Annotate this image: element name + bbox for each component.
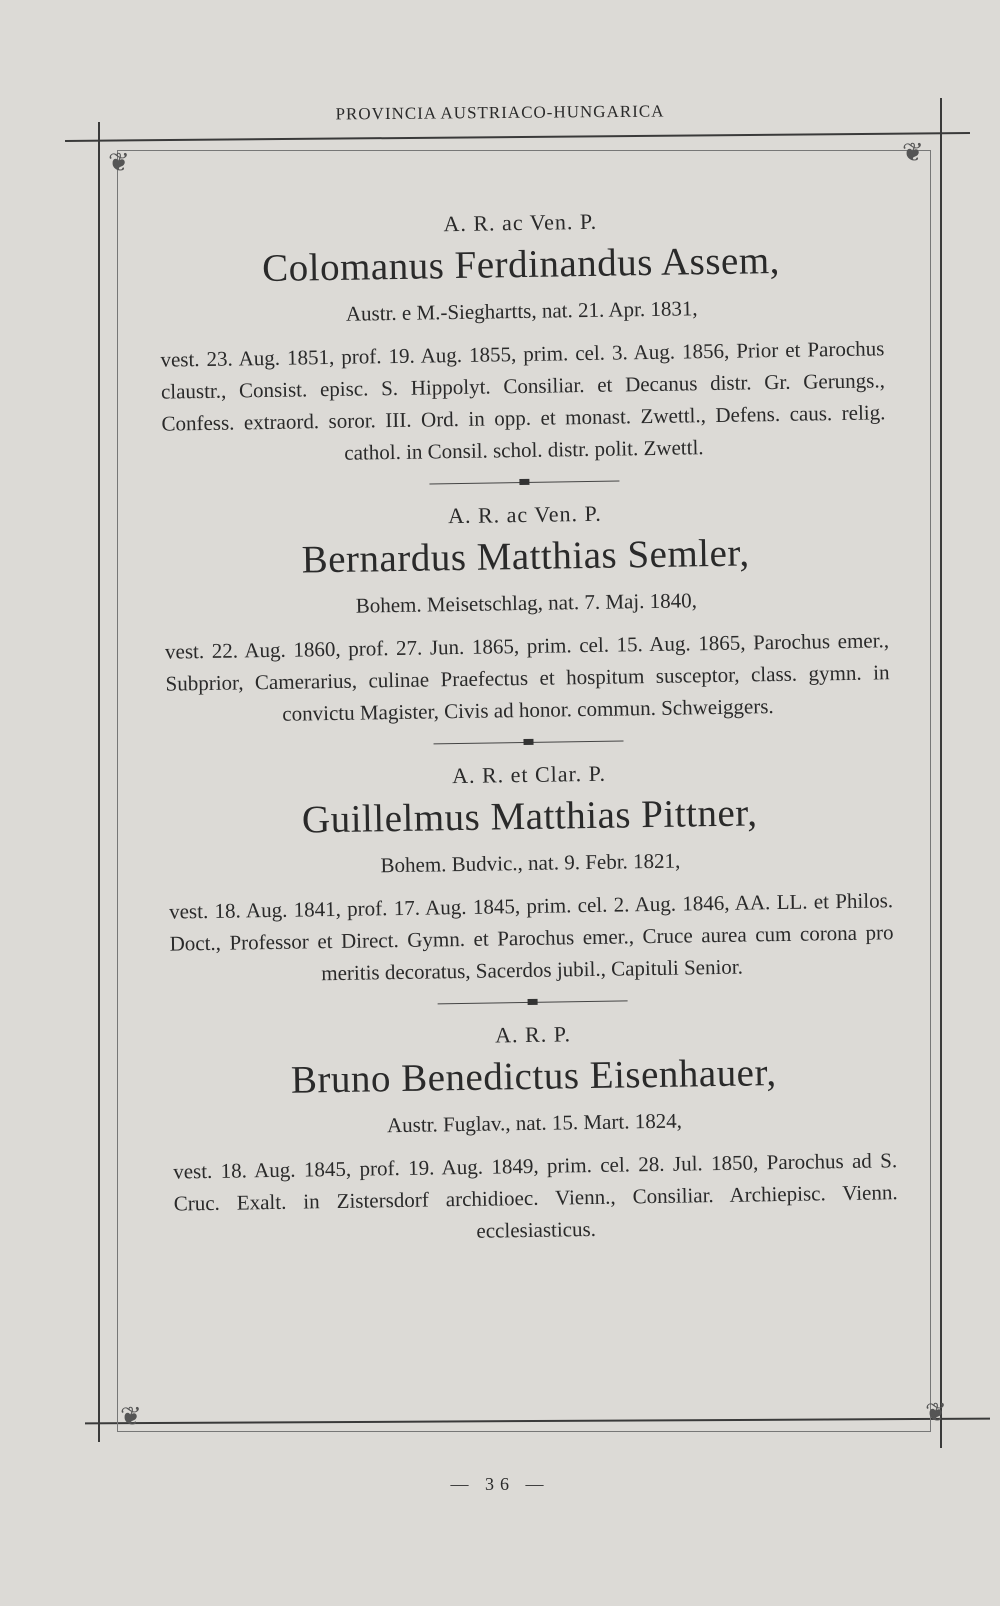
separator	[437, 992, 627, 1013]
entry-details: vest. 18. Aug. 1841, prof. 17. Aug. 1845, prim. cel. 2. Aug. 1846, AA. LL. et Philos. Doct., Professor et Direct. Gymn. et Parochus emer., Cruce aurea cum corona pro meritis decoratus, Sacerdos jubil., Capituli Senior.	[168, 888, 894, 986]
entry-name: Guillelmus Matthias Pittner,	[301, 791, 758, 842]
entry-semler	[155, 496, 898, 732]
separator	[433, 732, 623, 753]
entry-title: A. R. P.	[494, 1021, 572, 1048]
entry-name: Bernardus Matthias Semler,	[301, 531, 750, 582]
corner-ornament-icon: ❦	[108, 148, 130, 177]
entry-name: Bruno Benedictus Eisenhauer,	[290, 1051, 777, 1102]
running-head: PROVINCIA AUSTRIACO-HUNGARICA	[335, 101, 665, 124]
entry-origin: Austr. e M.-Sieghartts, nat. 21. Apr. 1831,	[345, 296, 698, 326]
page-number: — 36 —	[450, 1474, 550, 1494]
entry-origin: Austr. Fuglav., nat. 15. Mart. 1824,	[386, 1108, 683, 1138]
entries-list	[150, 194, 906, 1251]
corner-ornament-icon: ❦	[902, 138, 924, 167]
entry-details: vest. 18. Aug. 1845, prof. 19. Aug. 1849, prim. cel. 28. Jul. 1850, Parochus ad S. Cruc. Exalt. in Zistersdorf archidioec. Vienn., Consiliar. Archiepisc. Vienn. ecclesiasticus.	[173, 1148, 898, 1243]
corner-ornament-icon: ❦	[120, 1402, 142, 1431]
entry-origin: Bohem. Meisetschlag, nat. 7. Maj. 1840,	[355, 588, 698, 618]
top-rule	[65, 132, 970, 142]
entry-title: A. R. ac Ven. P.	[447, 500, 602, 529]
entry-pittner	[159, 756, 902, 992]
entry-origin: Bohem. Budvic., nat. 9. Febr. 1821,	[380, 848, 681, 878]
entry-assem	[150, 204, 894, 472]
entry-eisenhauer	[163, 1016, 906, 1252]
separator	[429, 472, 619, 493]
entry-name: Colomanus Ferdinandus Assem,	[261, 238, 781, 291]
corner-ornament-icon: ❦	[925, 1398, 947, 1427]
entry-details: vest. 23. Aug. 1851, prof. 19. Aug. 1855, prim. cel. 3. Aug. 1856, Prior et Parochus claustr., Consist. episc. S. Hippolyt. Consiliar. et Decanus distr. Gr. Gerungs., Confess. extraord. soror. III. Ord. in opp. et monast. Zwettl., Defens. caus. relig. cathol. in Consil. schol. distr. polit. Zwettl.	[160, 336, 886, 465]
left-rule	[98, 122, 100, 1442]
entry-details: vest. 22. Aug. 1860, prof. 27. Jun. 1865, prim. cel. 15. Aug. 1865, Parochus emer., Subprior, Camerarius, culinae Praefectus et hospitum susceptor, class. gymn. in convictu Magister, Civis ad honor. commun. Schweiggers.	[164, 628, 890, 726]
entry-title: A. R. et Clar. P.	[451, 760, 607, 789]
entry-title: A. R. ac Ven. P.	[443, 208, 598, 237]
right-rule	[940, 98, 942, 1448]
